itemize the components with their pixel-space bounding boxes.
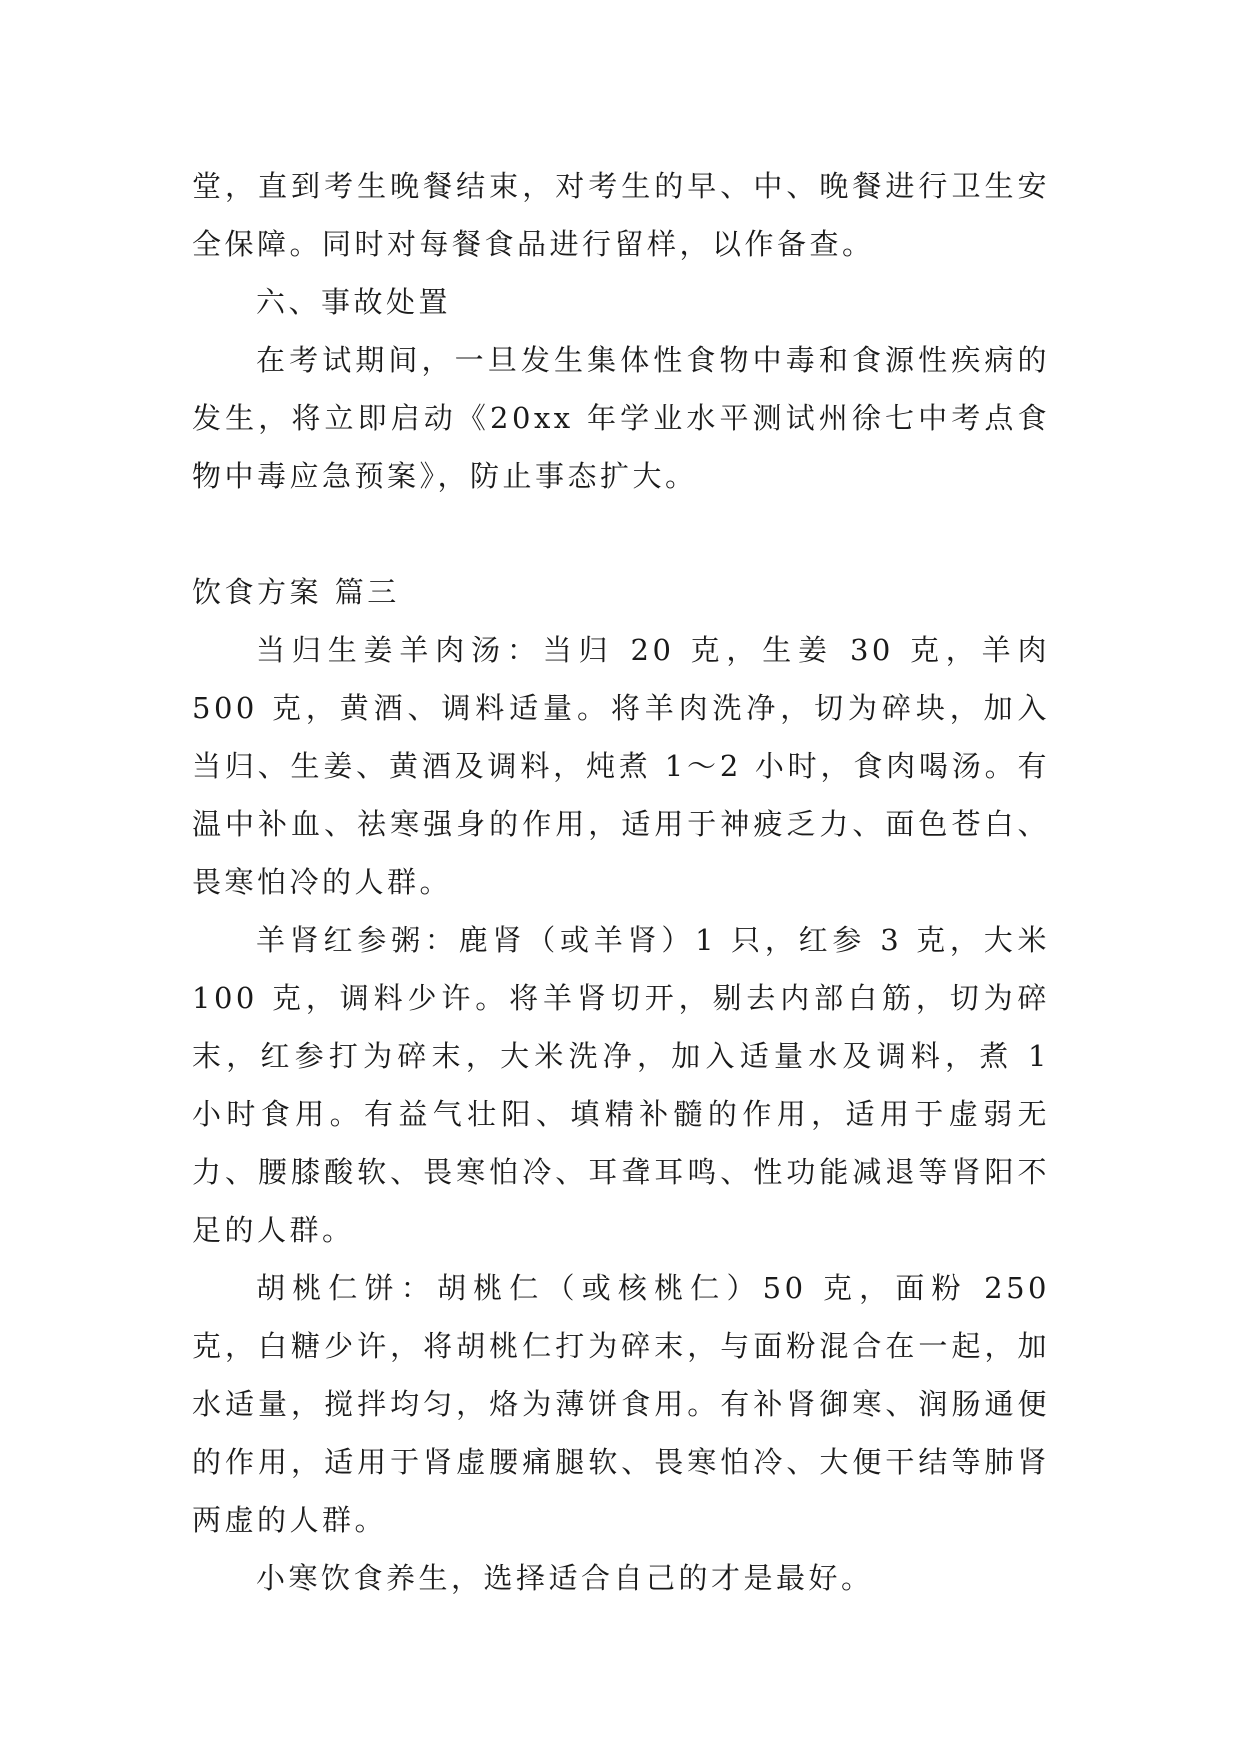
paragraph-spacer xyxy=(192,505,1050,563)
paragraph-mutton-soup: 当归生姜羊肉汤：当归 20 克，生姜 30 克，羊肉 500 克，黄酒、调料适量。将羊肉洗净，切为碎块，加入当归、生姜、黄酒及调料，炖煮 1～2 小时，食肉喝汤。有温中补血、祛寒强身的作用，适用于神疲乏力、面色苍白、畏寒怕冷的人群。 xyxy=(192,633,1050,899)
paragraph-accident: 在考试期间，一旦发生集体性食物中毒和食源性疾病的发生，将立即启动《20xx 年学业水平测试州徐七中考点食物中毒应急预案》，防止事态扩大。 xyxy=(192,343,1050,493)
paragraph-continuation: 堂，直到考生晚餐结束，对考生的早、中、晚餐进行卫生安全保障。同时对每餐食品进行留样，以作备查。 xyxy=(192,169,1050,261)
section-title-part-three: 饮食方案 篇三 xyxy=(192,575,400,609)
paragraph-kidney-porridge: 羊肾红参粥：鹿肾（或羊肾）1 只，红参 3 克，大米 100 克，调料少许。将羊肾切开，剔去内部白筋，切为碎末，红参打为碎末，大米洗净，加入适量水及调料，煮 1 小时食用。有益气壮阳、填精补髓的作用，适用于虚弱无力、腰膝酸软、畏寒怕冷、耳聋耳鸣、性功能减退等肾阳不足的人群。 xyxy=(192,923,1050,1247)
paragraph-conclusion: 小寒饮食养生，选择适合自己的才是最好。 xyxy=(256,1561,874,1595)
section-heading-accident: 六、事故处置 xyxy=(256,285,452,319)
paragraph-walnut-cake: 胡桃仁饼：胡桃仁（或核桃仁）50 克，面粉 250 克，白糖少许，将胡桃仁打为碎末，与面粉混合在一起，加水适量，搅拌均匀，烙为薄饼食用。有补肾御寒、润肠通便的作用，适用于肾虚腰痛腿软、畏寒怕冷、大便干结等肺肾两虚的人群。 xyxy=(192,1271,1050,1537)
document-body xyxy=(192,157,1050,1607)
